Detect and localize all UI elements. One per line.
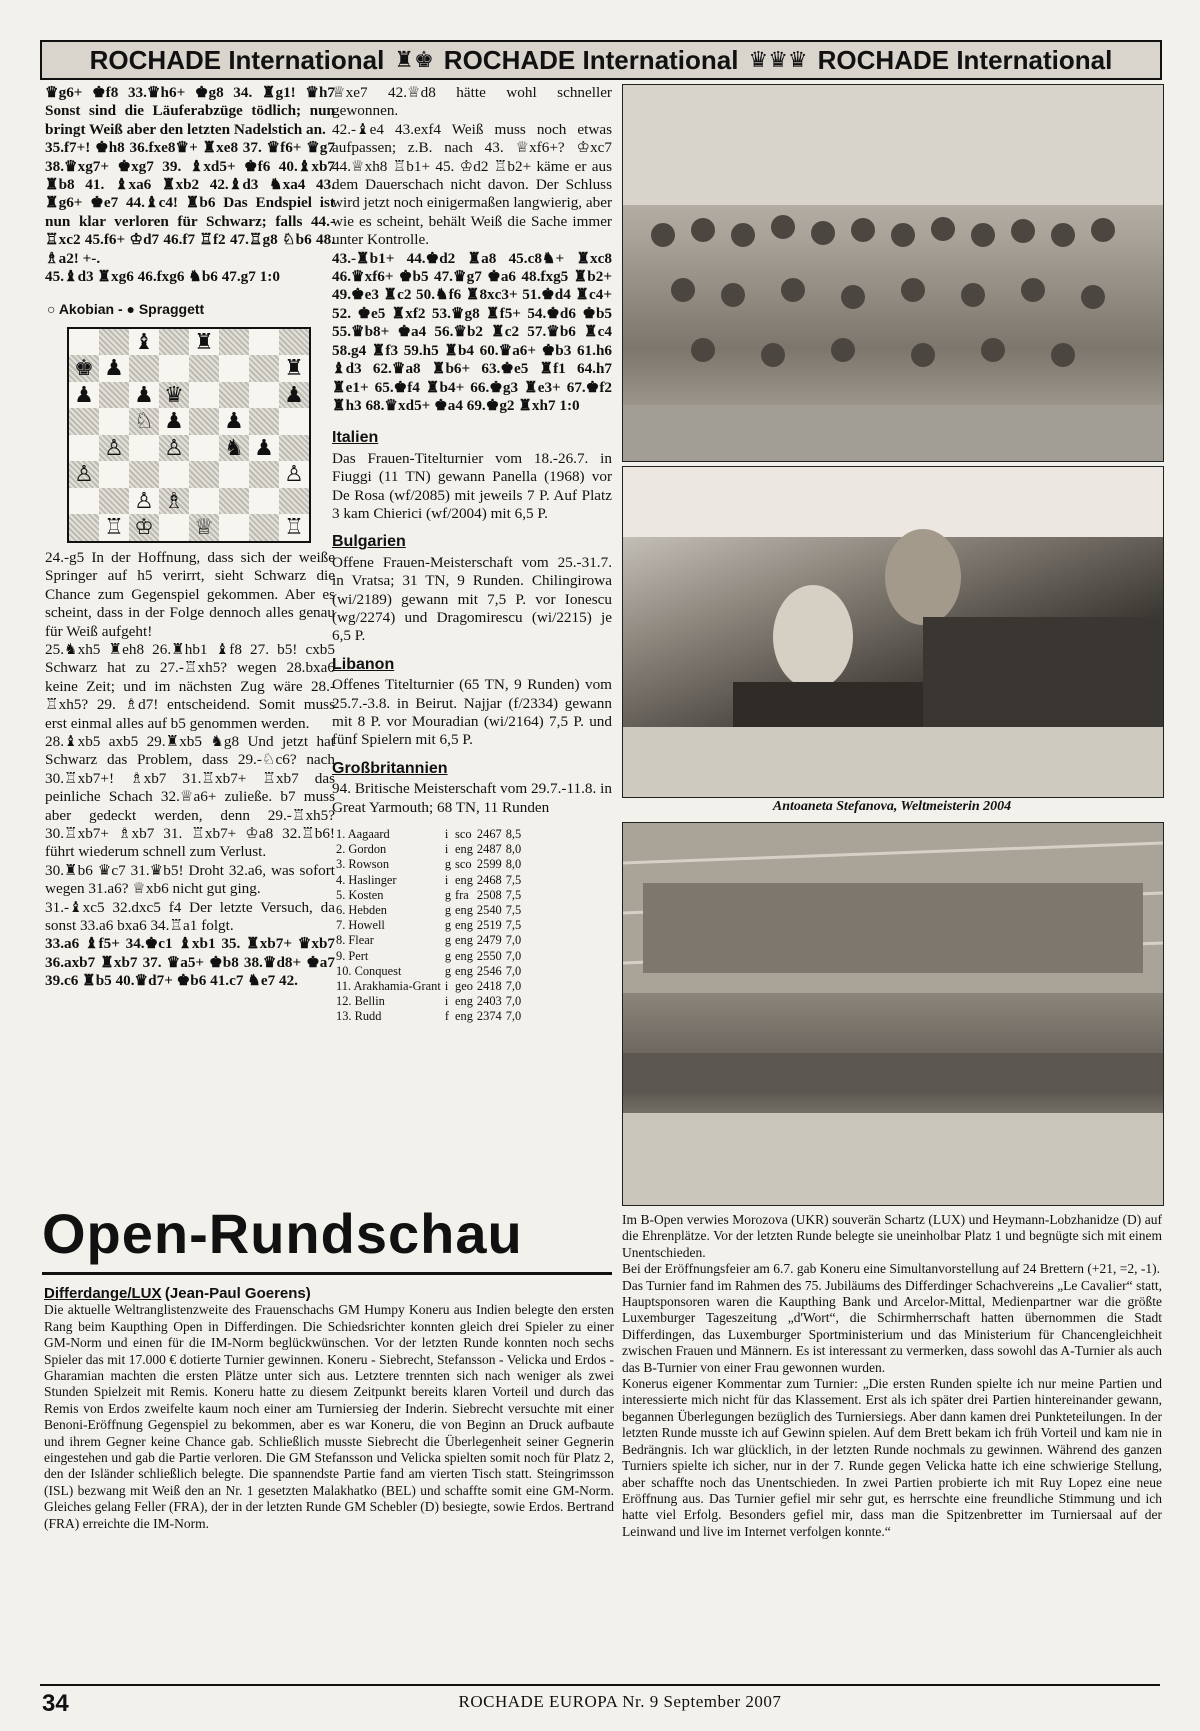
table-cell: 2479 [476,933,502,948]
table-cell: 13. Rudd [336,1009,382,1024]
table-cell: eng [455,963,473,978]
table-cell: 2508 [476,887,502,902]
game-notation: 45.♝d3 ♜xg6 46.fxg6 ♞b6 47.g7 1:0 [45,268,280,286]
board-square: ♛ [159,382,189,409]
table-cell: 10. Conquest [336,963,402,978]
board-square [99,408,129,435]
table-cell: eng [455,918,473,933]
board-square [279,329,309,356]
table-cell: 12. Bellin [336,994,385,1009]
annotation-text: 25.♞xh5 ♜eh8 26.♜hb1 ♝f8 27. b5! cxb5 Schwarz hat zu 27.-♖xh5? wegen 28.bxa6 keine Zeit; und im nächsten Zug wäre 28.-♖xh5? 29. ♗d7! entscheidend. Somit muss erst einmal alles auf b5 genommen werden. [45,640,335,732]
board-square [249,382,279,409]
table-cell: 3. Rowson [336,857,390,872]
table-cell: 9. Pert [336,948,369,963]
article-differdange [44,1286,614,1532]
table-cell: 4. Haslinger [336,872,397,887]
banner-text: ROCHADE International [89,44,385,75]
table-cell: 2599 [476,857,502,872]
board-square: ♙ [279,461,309,488]
board-square [249,329,279,356]
board-square [69,488,99,515]
table-cell: i [444,979,449,994]
board-square: ♙ [129,488,159,515]
country-heading: Bulgarien [332,533,406,551]
board-square [279,435,309,462]
table-cell: g [444,903,452,918]
photo-caption: Antoaneta Stefanova, Weltmeisterin 2004 [772,799,1012,814]
queens-icon: ♛♛♛ [748,47,808,72]
table-cell: 8,0 [505,857,522,872]
board-square [99,329,129,356]
board-square [69,408,99,435]
table-cell: i [444,872,449,887]
article-body: Bei der Eröffnungsfeier am 6.7. gab Koneru eine Simultanvorstellung auf 24 Brettern (+21, =2, -1). [622,1261,1160,1277]
game-players: ○ Akobian - ● Spraggett [47,301,205,318]
table-cell: 7,0 [505,994,522,1009]
table-cell: 2. Gordon [336,842,387,857]
table-row [336,964,525,979]
table-cell: 7,5 [505,918,522,933]
board-square [129,435,159,462]
table-cell: 5. Kosten [336,887,384,902]
article-place: Differdange/LUX [44,1286,162,1302]
table-cell: g [444,887,452,902]
table-cell: 2418 [476,979,502,994]
board-square: ♟ [249,435,279,462]
table-row [336,842,525,857]
table-cell: g [444,918,452,933]
annotation-text: 31.-♝xc5 32.dxc5 f4 Der letzte Versuch, da sonst 33.a6 bxa6 34.♖a1 folgt. [45,898,335,934]
board-square: ♘ [129,408,159,435]
article-body: Konerus eigener Kommentar zum Turnier: „Die ersten Runden spielte ich nur meine Partien und interessierte mich nicht für das Klassement. Erst als ich später drei Partien hintereinander gewann, begannen Überlegungen bezüglich des Turniersiegs. Aber dann kamen drei Punkteteilungen. In der letzten Runde musste ich auf Gewinn spielen. Auf dem Brett bekam ich früh Vorteil und kam nie in Bedrängnis. Ich war glücklich, in der letzten Runde nochmals zu gewinnen. Während des ganzen Turniers spielte ich sicher, nur in der 7. Runde gegen Velicka hatte ich eine schwierige Stellung, aber schaffte noch das Unentschieden. In zwei Partien probierte ich mit Ruy Lopez eine neue Eröffnung aus. Das Turnier gefiel mir sehr gut, es herrschte eine freundliche Stimmung und ich hatte viel Erfolg. Besonders gefiel mir, dass man die Spitzenbretter im Turniersaal auf der Leinwand und live im Internet verfolgen konnte.“ [622,1376,1162,1539]
table-cell: 7,5 [505,872,522,887]
table-row [336,933,525,948]
table-row [336,888,525,903]
table-cell: 7,5 [505,903,522,918]
column-left [45,84,335,991]
table-cell: fra [455,887,469,902]
annotation-text: 24.-g5 In der Hoffnung, dass sich der weiße Springer auf h5 verirrt, sieht Schwarz die Chance zum Gegenspiel gekommen. Aber es scheint, dass in der Folge dennoch alles genau für Weiß aufgeht! [45,548,335,640]
board-square [249,514,279,541]
board-square [69,329,99,356]
table-cell: eng [455,842,473,857]
board-square: ♟ [279,382,309,409]
divider [42,1272,612,1275]
table-cell: eng [455,933,473,948]
game-notation: 35.f7+! ♚h8 36.fxe8♛+ ♜xe8 37. ♛f6+ ♛g7 38.♛xg7+ ♚xg7 39. ♝xd5+ ♚f6 40.♝xb7 ♜b8 41. ♝xa6 ♜xb2 42.♝d3 ♞xa4 43. ♜g6+ ♚e7 44.♝c4! ♜b6 Das Endspiel ist nun klar verloren für Schwarz; falls 44.-♖xc2 45.f6+ ♔d7 46.f7 ♖f2 47.♖g8 ♘b6 48. ♗a2! +-. [45,139,335,267]
board-square: ♙ [69,461,99,488]
table-row [336,857,525,872]
article-body: Das Turnier fand im Rahmen des 75. Jubiläums des Differdinger Schachvereins „Le Cavalier“ statt, Hauptsponsoren waren die Kaupthing Bank und Arcelor-Mittal, Medienpartner war die größte Luxemburger Tageszeitung „d'Wort“, die Schirmherrschaft hatten übernommen die Stadt Differdingen, das Luxemburger Sportministerium und das Ministerium für Chancengleichheit zwischen Frauen und Männern. Es ist interessant zu vermerken, dass sowohl das A-Turnier als auch das B-Turnier von einer Frau gewonnen wurden. [622,1277,1162,1375]
table-row [336,827,525,842]
board-square: ♟ [99,355,129,382]
board-square [189,382,219,409]
table-cell: 2550 [476,948,502,963]
board-square [189,435,219,462]
board-square: ♟ [219,408,249,435]
table-cell: sco [455,827,472,842]
table-row [336,994,525,1009]
table-cell: 8. Flear [336,933,374,948]
board-square [159,461,189,488]
country-text: Offene Frauen-Meisterschaft vom 25.-31.7. in Vratsa; 31 TN, 9 Runden. Chilingirowa (wi/2189) gewann mit 7,5 P. vor Ionescu (wg/2274) und Dragomirescu (wi/2215) je 6,5 P. [332,553,612,645]
board-square [99,461,129,488]
table-cell: geo [455,979,473,994]
table-cell: 7,0 [505,963,522,978]
article-body: Die aktuelle Weltranglistenzweite des Frauenschachs GM Humpy Koneru aus Indien belegte den ersten Rang beim Kaupthing Open in Differdingen. Die Schiedsrichter konnten gleich drei Spieler zu einer GM-Norm und einen für die IM-Norm beglückwünschen. Vor der letzten Runde konnten noch sechs Spieler das mit 17.000 € dotierte Turnier gewinnen. Koneru - Siebrecht, Stefansson - Velicka und Erdos - Gharamian machten die ersten Plätze unter sich aus. Letztere trennten sich nach weniger als zwei Stunden Spielzeit mit Remis. Koneru hatte zu diesem Zeitpunkt bereits klaren Vorteil und durch das Remis von Erdos zweifelte kaum noch einer am Turniersieg der Inderin. Siebrecht versuchte mit einer Benoni-Eröffnung Gegenspiel zu bekommen, aber es war Koneru, die von Beginn an Druck aufbaute und ihrem Gegner keine Chance gab. Schließlich musste Siebrecht die Überlegenheit seiner Gegnerin eingestehen und gab die Partie verloren. Die GM Stefansson und Velicka spielten somit noch für Platz 2, den der Isländer schließlich belegte. Die spannendste Partie fand am vierten Tisch statt. Steingrimsson (ISL) bezwang mit Weiß den an Nr. 1 gesetzten Malakhatko (BEL) und schaffte somit eine GM-Norm. Gleiches gelang Feller (FRA), der in der letzten Runde GM Schebler (D) besiegte, sowie Erdos. Bertrand (FRA) erreichte die IM-Norm. [44,1302,614,1531]
board-square [249,355,279,382]
board-square: ♟ [69,382,99,409]
banner-text: ROCHADE International [817,44,1113,75]
board-square [189,461,219,488]
board-square [99,488,129,515]
table-cell: 7,0 [505,1009,522,1024]
table-cell: 7. Howell [336,918,385,933]
table-cell: 2374 [476,1009,502,1024]
section-headline: Open-Rundschau [42,1202,523,1265]
table-cell: eng [455,903,473,918]
table-cell: eng [455,1009,473,1024]
table-cell: 2546 [476,963,502,978]
board-square: ♖ [99,514,129,541]
annotation-text: 30.♜b6 ♛c7 31.♛b5! Droht 32.a6, was sofort wegen 31.a6? ♕xb6 nicht gut ging. [45,861,335,898]
board-square: ♚ [69,355,99,382]
country-text: Das Frauen-Titelturnier vom 18.-26.7. in Fiuggi (11 TN) gewann Panella (1968) vor De Rosa (wf/2085) mit jeweils 7 P. Auf Platz 3 kam Chierici (wf/2004) mit 6,5 P. [332,449,612,522]
board-square [69,514,99,541]
board-square: ♕ [189,514,219,541]
table-cell: 2403 [476,994,502,1009]
table-cell: 1. Aagaard [336,827,390,842]
banner-text: ROCHADE International [443,44,739,75]
board-square [189,488,219,515]
board-square [219,488,249,515]
chess-diagram [67,327,311,543]
table-row [336,979,525,994]
board-square [219,329,249,356]
results-table [336,827,525,1025]
article-author: (Jean-Paul Goerens) [164,1286,311,1302]
table-cell: g [444,933,452,948]
header-banner [40,40,1162,80]
annotation-text: 42.-♝e4 43.exf4 Weiß muss noch etwas aufpassen; z.B. nach 43. ♕xf6+? ♔xc7 44.♕xh8 ♖b1+ 45. ♔d2 ♖b2+ käme er aus dem Dauerschach nicht davon. Der Schluss wird jetzt noch einigermaßen langwierig, aber wie es scheint, behält Weiß die Sache immer unter Kontrolle. [332,120,612,249]
board-square: ♟ [159,408,189,435]
board-square [159,329,189,356]
table-cell: eng [455,872,473,887]
country-text: 94. Britische Meisterschaft vom 29.7.-11.8. in Great Yarmouth; 68 TN, 11 Runden [332,780,612,816]
table-row [336,918,525,933]
game-notation: 43.-♜b1+ 44.♚d2 ♜a8 45.c8♞+ ♜xc8 46.♛xf6+ ♚b5 47.♛g7 ♚a6 48.fxg5 ♜b2+ 49.♚e3 ♜c2 50.♞f6 ♜8xc3+ 51.♚d4 ♜c4+ 52. ♚e5 ♜xf2 53.♛g8 ♜f5+ 54.♚d6 ♚b5 55.♛b8+ ♚a4 56.♛b2 ♜c2 57.♛b6 ♜c4 58.g4 ♜f3 59.h5 ♜b4 60.♛a6+ ♚b3 61.h6 ♝d3 62.♛a8 ♜b6+ 63.♚e5 ♜f1 64.h7 ♜e1+ 65.♚f4 ♜b4+ 66.♚g3 ♜e3+ 67.♚f2 ♜h3 68.♛xd5+ ♚a4 69.♚g2 ♜xh7 1:0 [332,249,612,414]
table-cell: g [444,963,452,978]
table-row [336,873,525,888]
board-square [219,355,249,382]
table-cell: 7,0 [505,933,522,948]
board-square [189,408,219,435]
chess-pieces-icon: ♜♚ [394,47,434,72]
table-row [336,949,525,964]
board-square: ♙ [159,435,189,462]
board-square [249,461,279,488]
board-square: ♖ [279,514,309,541]
country-heading: Libanon [332,655,395,673]
annotation-text: ♕xe7 42.♕d8 hätte wohl schneller gewonnen. [332,84,612,120]
board-square [159,514,189,541]
board-square: ♝ [129,329,159,356]
country-heading: Italien [332,429,379,447]
table-cell: i [444,994,449,1009]
table-cell: 8,5 [505,827,522,842]
players-photo [622,466,1164,798]
board-square: ♗ [159,488,189,515]
board-square: ♜ [279,355,309,382]
table-cell: 8,0 [505,842,522,857]
game-notation: 33.a6 ♝f5+ 34.♚c1 ♝xb1 35. ♜xb7+ ♛xb7 36.axb7 ♜xb7 37. ♛a5+ ♚b8 38.♛d8+ ♚a7 39.c6 ♜b5 40.♛d7+ ♚b6 41.c7 ♞e7 42. [45,935,335,990]
board-square [99,382,129,409]
board-square [279,408,309,435]
table-cell: eng [455,948,473,963]
footer-divider [40,1684,1160,1686]
country-heading: Großbritannien [332,759,448,777]
board-square [249,488,279,515]
board-square [219,382,249,409]
table-row [336,1009,525,1024]
board-square: ♜ [189,329,219,356]
country-text: Offenes Titelturnier (65 TN, 9 Runden) vom 25.7.-3.8. in Beirut. Najjar (f/2334) gewann mit 8 P. vor Mouradian (wi/2164) 7,5 P. und fünf Spielern mit 6,5 P. [332,676,612,749]
board-square [279,488,309,515]
table-cell: 2468 [476,872,502,887]
annotation-text: 28.♝xb5 axb5 29.♜xb5 ♞g8 Und jetzt hat Schwarz das Problem, dass 29.-♘c6? nach 30.♖xb7+! ♗xb7 31.♖xb7+ ♖xb7 das peinliche Schach 32.♕a6+ zuließe. b7 muss aber gedeckt werden, denn 29.-♖xh5? 30.♖xb7+ ♗xb7 31. ♖xb7+ ♔a8 32.♖b6! führt wiederum schnell zum Verlust. [45,732,335,861]
table-cell: g [444,948,452,963]
column-middle [332,84,612,1025]
board-square [69,435,99,462]
table-cell: 2540 [476,903,502,918]
board-square: ♙ [99,435,129,462]
game-notation: ♛g6+ ♚f8 33.♛h6+ ♚g8 34. ♜g1! ♛h7 Sonst sind die Läuferabzüge tödlich; nun bringt Weiß aber den letzten Nadelstich an. [45,84,335,138]
table-cell: 11. Arakhamia-Grant [336,979,441,994]
table-cell: 7,0 [505,948,522,963]
table-cell: 6. Hebden [336,903,387,918]
group-photo [622,84,1164,462]
table-cell: 7,5 [505,887,522,902]
board-square [249,408,279,435]
board-square: ♔ [129,514,159,541]
board-square [219,461,249,488]
table-cell: 2467 [476,827,502,842]
table-cell: i [444,842,449,857]
board-square [129,355,159,382]
magazine-issue: ROCHADE EUROPA Nr. 9 September 2007 [458,1692,782,1711]
table-row [336,903,525,918]
board-square: ♟ [129,382,159,409]
board-square [189,355,219,382]
table-cell: 2487 [476,842,502,857]
article-body: Im B-Open verwies Morozova (UKR) souverän Schartz (LUX) und Heymann-Lobzhanidze (D) auf die Ehrenplätze. Vor der letzten Runde belegte sie uneinholbar Platz 1 und begnügte sich mit einem Unentschieden. [622,1212,1162,1260]
article-continuation [622,1212,1162,1540]
table-cell: 7,0 [505,979,522,994]
table-cell: f [444,1009,449,1024]
board-square [129,461,159,488]
table-cell: sco [455,857,472,872]
board-square [219,514,249,541]
board-square: ♞ [219,435,249,462]
table-cell: g [444,857,452,872]
table-cell: 2519 [476,918,502,933]
hall-photo [622,822,1164,1206]
table-cell: eng [455,994,473,1009]
page-number: 34 [42,1690,69,1717]
board-square [159,355,189,382]
table-cell: i [444,827,449,842]
